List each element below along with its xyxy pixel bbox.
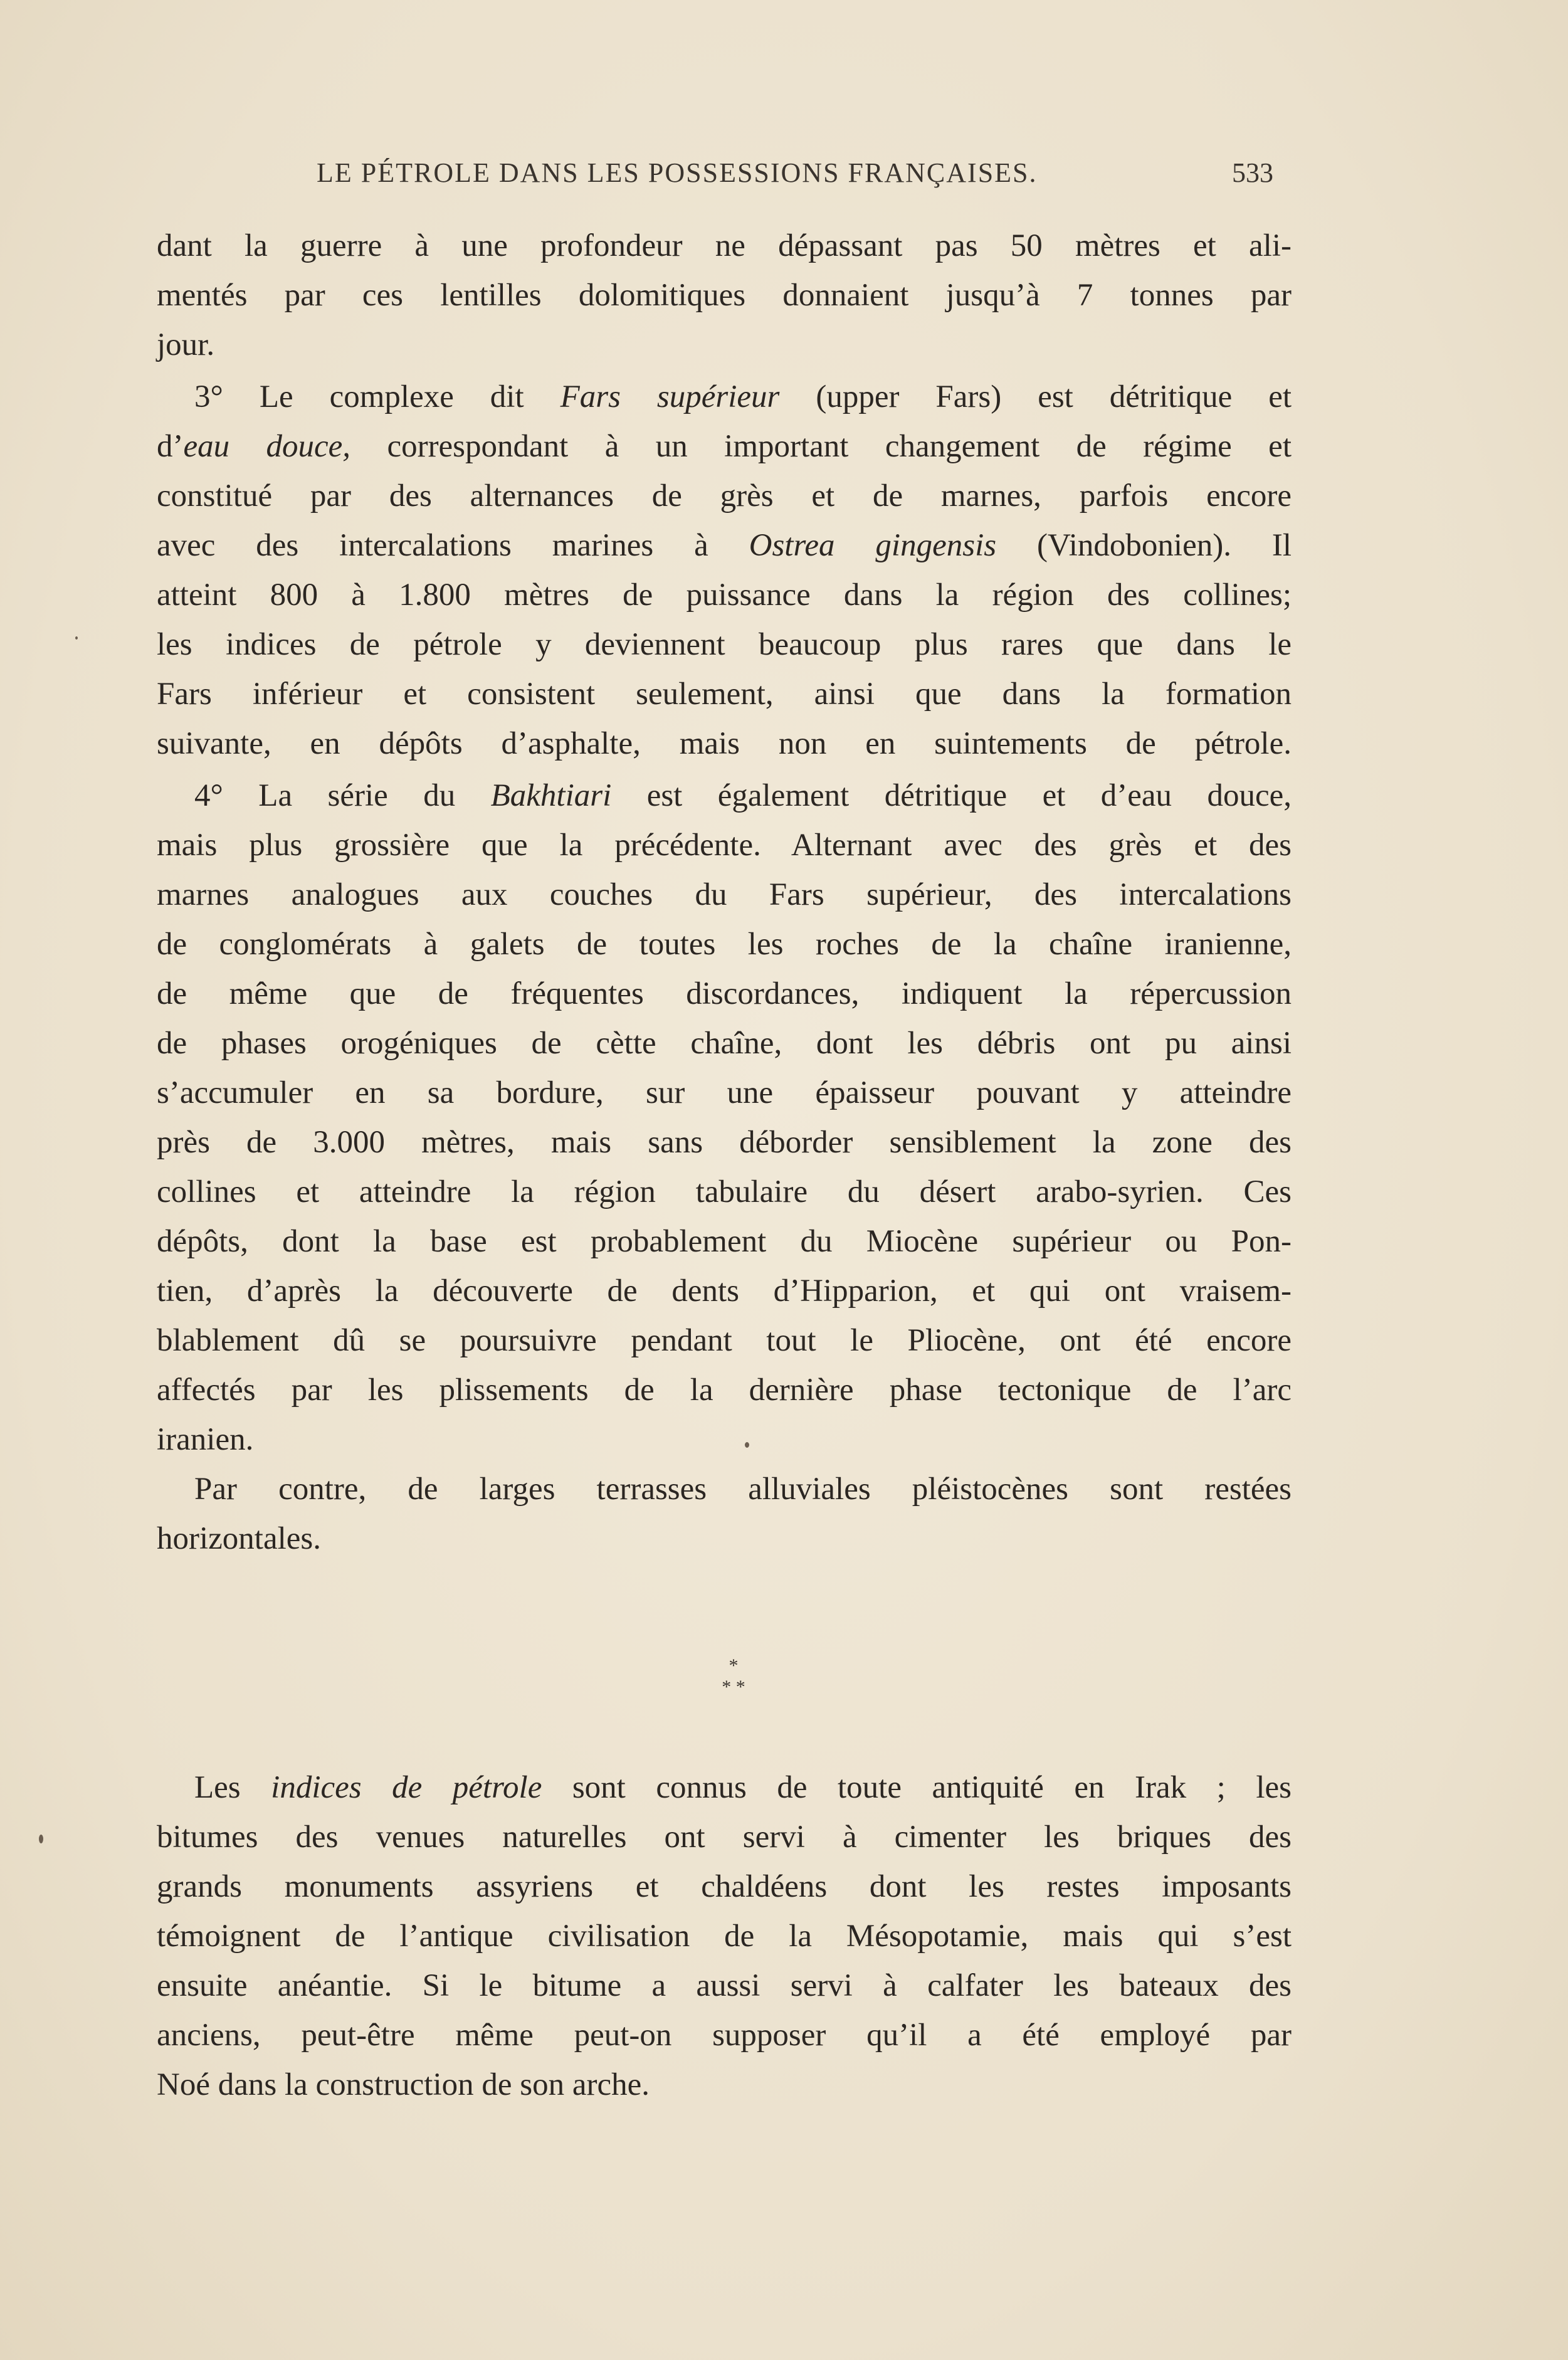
paragraph-terrasses: [157, 1465, 1292, 1564]
text-line: tien, d’après la découverte de dents d’Hipparion, et qui ont vraisem-: [157, 1273, 1292, 1309]
text-line: Noé dans la construction de son arche.: [157, 2067, 650, 2102]
separator-stars-bottom: * *: [722, 1677, 745, 1697]
text-line: horizontales.: [157, 1521, 321, 1556]
text-line: [157, 422, 1292, 471]
text-line: marnes analogues aux couches du Fars supérieur, des intercalations: [157, 877, 1292, 912]
text-line: de même que de fréquentes discordances, indiquent la répercussion: [157, 976, 1292, 1011]
text-span: Les: [194, 1770, 271, 1805]
running-head: LE PÉTROLE DANS LES POSSESSIONS FRANÇAISES.: [317, 157, 1038, 188]
text-line: de conglomérats à galets de toutes les roches de la chaîne iranienne,: [157, 927, 1292, 962]
text-line: de phases orogéniques de cètte chaîne, dont les débris ont pu ainsi: [157, 1026, 1292, 1061]
text-span: 3° Le complexe dit: [194, 379, 560, 414]
text-line: près de 3.000 mètres, mais sans déborder sensiblement la zone des: [157, 1125, 1292, 1160]
text-line: grands monuments assyriens et chaldéens dont les restes imposants: [157, 1869, 1292, 1904]
text-span: 4° La série du: [194, 778, 491, 813]
text-line: Fars inférieur et consistent seulement, ainsi que dans la formation: [157, 677, 1292, 712]
italic-term: eau douce,: [183, 429, 351, 464]
text-line: [157, 1763, 1292, 1813]
text-line: suivante, en dépôts d’asphalte, mais non en suintements de pétrole.: [157, 726, 1292, 761]
paper-speck: [75, 636, 78, 640]
text-line: atteint 800 à 1.800 mètres de puissance dans la région des collines;: [157, 577, 1292, 613]
italic-term: Fars supérieur: [560, 379, 780, 414]
text-line: mais plus grossière que la précédente. Alternant avec des grès et des: [157, 828, 1292, 863]
text-span: d’: [157, 429, 184, 464]
text-line: les indices de pétrole y deviennent beaucoup plus rares que dans le: [157, 627, 1292, 662]
italic-term: indices de pétrole: [271, 1770, 542, 1805]
page-number: 533: [1232, 157, 1273, 188]
text-span: (upper Fars) est détritique et: [779, 379, 1292, 414]
text-line: [157, 771, 1292, 821]
text-span: (Vindobonien). Il: [996, 528, 1292, 563]
text-line: jour.: [157, 327, 215, 362]
paragraph-continuation: [157, 221, 1292, 370]
text-line: bitumes des venues naturelles ont servi à cimenter les briques des: [157, 1820, 1292, 1855]
text-line: collines et atteindre la région tabulaire du désert arabo-syrien. Ces: [157, 1174, 1292, 1209]
text-line: s’accumuler en sa bordure, sur une épaisseur pouvant y atteindre: [157, 1075, 1292, 1110]
paper-speck: [745, 1442, 749, 1448]
paper-speck: [39, 1835, 43, 1843]
text-span: avec des intercalations marines à: [157, 528, 749, 563]
paragraph-irak: [157, 1763, 1292, 2110]
text-line: affectés par les plissements de la dernière phase tectonique de l’arc: [157, 1372, 1292, 1408]
text-line: témoignent de l’antique civilisation de la Mésopotamie, mais qui s’est: [157, 1919, 1292, 1954]
text-span: correspondant à un important changement de régime et: [350, 429, 1292, 464]
section-separator: [708, 1655, 759, 1698]
text-line: [157, 372, 1292, 422]
separator-star-top: *: [729, 1655, 739, 1676]
text-line: mentés par ces lentilles dolomitiques donnaient jusqu’à 7 tonnes par: [157, 278, 1292, 313]
text-line: anciens, peut-être même peut-on supposer qu’il a été employé par: [157, 2018, 1292, 2053]
text-line: constitué par des alternances de grès et de marnes, parfois encore: [157, 478, 1292, 514]
italic-term: Bakhtiari: [490, 778, 612, 813]
text-line: ensuite anéantie. Si le bitume a aussi servi à calfater les bateaux des: [157, 1968, 1292, 2003]
paragraph-fars-superieur: [157, 372, 1292, 769]
text-span: est également détritique et d’eau douce,: [611, 778, 1292, 813]
text-span: sont connus de toute antiquité en Irak ; les: [542, 1770, 1292, 1805]
italic-term: Ostrea gingensis: [749, 528, 997, 563]
text-line: dépôts, dont la base est probablement du Miocène supérieur ou Pon-: [157, 1224, 1292, 1259]
text-line: blablement dû se poursuivre pendant tout le Pliocène, ont été encore: [157, 1323, 1292, 1358]
text-line: [157, 521, 1292, 571]
text-line: Par contre, de larges terrasses alluviales pléistocènes sont restées: [194, 1472, 1292, 1507]
text-line: dant la guerre à une profondeur ne dépassant pas 50 mètres et ali-: [157, 228, 1292, 263]
text-line: iranien.: [157, 1422, 254, 1457]
paragraph-bakhtiari: [157, 771, 1292, 1465]
